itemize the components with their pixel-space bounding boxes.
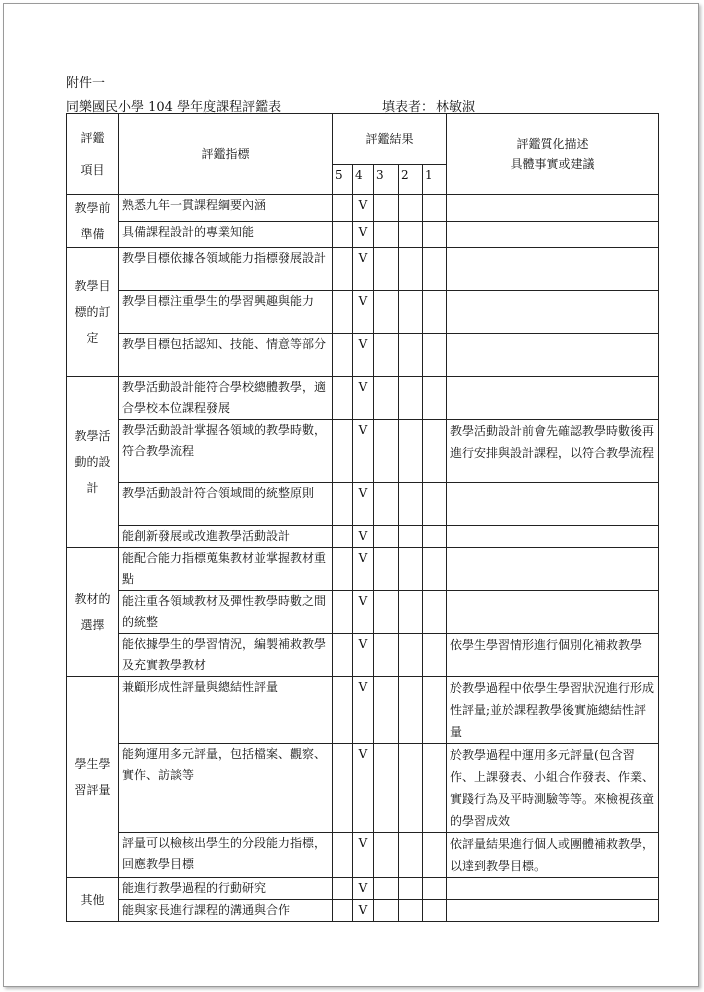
- score-cell-5: [333, 833, 353, 878]
- table-row: [67, 377, 659, 420]
- description-cell: 依評量結果進行個人或團體補救教學，以達到教學目標。: [447, 833, 659, 878]
- description-cell: [447, 526, 659, 548]
- indicator-cell: 熟悉九年一貫課程綱要內涵: [119, 195, 333, 222]
- check-mark: V: [358, 529, 368, 543]
- score-cell-1: [423, 548, 447, 591]
- score-header-5: 5: [333, 165, 353, 195]
- score-cell-1: [423, 878, 447, 900]
- attachment-label: 附件一: [66, 76, 106, 91]
- table-row: [67, 634, 659, 677]
- score-cell-2: [399, 483, 423, 526]
- score-cell-4: [353, 248, 374, 291]
- score-cell-5: [333, 483, 353, 526]
- score-cell-5: [333, 677, 353, 744]
- description-cell: 於教學過程中運用多元評量(包含習作、上課發表、小組合作發表、作業、實踐行為及平時測驗等等。來檢視孩童的學習成效: [447, 744, 659, 833]
- score-cell-4: [353, 420, 374, 483]
- check-mark: V: [358, 251, 368, 265]
- score-cell-3: [374, 526, 399, 548]
- indicator-cell: 教學活動設計能符合學校總體教學，適合學校本位課程發展: [119, 377, 333, 420]
- score-cell-3: [374, 591, 399, 634]
- table-row: [67, 334, 659, 377]
- score-cell-5: [333, 634, 353, 677]
- category-cell: 其他: [67, 878, 119, 922]
- table-row: [67, 195, 659, 222]
- score-cell-1: [423, 195, 447, 222]
- score-cell-4: [353, 677, 374, 744]
- score-cell-5: [333, 221, 353, 248]
- score-header-4: 4: [353, 165, 374, 195]
- score-cell-1: [423, 483, 447, 526]
- score-cell-5: [333, 377, 353, 420]
- score-cell-2: [399, 878, 423, 900]
- score-cell-5: [333, 248, 353, 291]
- description-cell: [447, 548, 659, 591]
- check-mark: V: [358, 423, 368, 437]
- description-cell: [447, 878, 659, 900]
- score-cell-2: [399, 526, 423, 548]
- score-cell-5: [333, 291, 353, 334]
- category-cell: 教學活動的設計: [67, 377, 119, 548]
- score-cell-1: [423, 291, 447, 334]
- score-cell-1: [423, 248, 447, 291]
- description-cell: [447, 591, 659, 634]
- table-row: [67, 900, 659, 922]
- score-cell-1: [423, 900, 447, 922]
- description-cell: 依學生學習情形進行個別化補救教學: [447, 634, 659, 677]
- score-cell-5: [333, 420, 353, 483]
- score-cell-4: [353, 334, 374, 377]
- score-cell-4: [353, 591, 374, 634]
- indicator-cell: 評量可以檢核出學生的分段能力指標，回應教學目標: [119, 833, 333, 878]
- score-header-2: 2: [399, 165, 423, 195]
- score-cell-4: [353, 483, 374, 526]
- score-cell-3: [374, 248, 399, 291]
- score-cell-4: [353, 548, 374, 591]
- score-cell-3: [374, 634, 399, 677]
- table-row: [67, 221, 659, 248]
- score-cell-1: [423, 221, 447, 248]
- category-cell: 教學前準備: [67, 195, 119, 248]
- evaluation-table: [66, 113, 659, 922]
- category-cell: 教學目標的訂定: [67, 248, 119, 377]
- score-cell-5: [333, 334, 353, 377]
- score-cell-1: [423, 526, 447, 548]
- indicator-cell: 能依據學生的學習情況，編製補救教學及充實教學教材: [119, 634, 333, 677]
- indicator-cell: 能與家長進行課程的溝通與合作: [119, 900, 333, 922]
- header-indicator: 評鑑指標: [119, 114, 333, 195]
- indicator-cell: 兼顧形成性評量與總結性評量: [119, 677, 333, 744]
- score-cell-3: [374, 833, 399, 878]
- check-mark: V: [358, 198, 368, 212]
- check-mark: V: [358, 594, 368, 608]
- score-cell-1: [423, 833, 447, 878]
- description-cell: [447, 248, 659, 291]
- header-desc-line1: 評鑑質化描述: [516, 137, 589, 151]
- indicator-cell: 教學活動設計符合領域間的統整原則: [119, 483, 333, 526]
- score-cell-2: [399, 291, 423, 334]
- check-mark: V: [358, 836, 368, 850]
- score-cell-4: [353, 377, 374, 420]
- indicator-cell: 教學目標依據各領域能力指標發展設計: [119, 248, 333, 291]
- check-mark: V: [358, 637, 368, 651]
- score-cell-4: [353, 195, 374, 222]
- score-cell-5: [333, 744, 353, 833]
- description-cell: [447, 195, 659, 222]
- score-cell-4: [353, 900, 374, 922]
- score-cell-2: [399, 634, 423, 677]
- score-cell-4: [353, 526, 374, 548]
- score-cell-3: [374, 377, 399, 420]
- check-mark: V: [358, 747, 368, 761]
- score-cell-1: [423, 334, 447, 377]
- table-row: [67, 677, 659, 744]
- check-mark: V: [358, 337, 368, 351]
- check-mark: V: [358, 881, 368, 895]
- check-mark: V: [358, 551, 368, 565]
- indicator-cell: 教學活動設計掌握各領域的教學時數，符合教學流程: [119, 420, 333, 483]
- score-cell-5: [333, 878, 353, 900]
- check-mark: V: [358, 294, 368, 308]
- category-cell: 教材的選擇: [67, 548, 119, 677]
- table-row: [67, 291, 659, 334]
- check-mark: V: [358, 903, 368, 917]
- description-cell: 教學活動設計前會先確認教學時數後再進行安排與設計課程，以符合教學流程: [447, 420, 659, 483]
- indicator-cell: 能夠運用多元評量，包括檔案、觀察、實作、訪談等: [119, 744, 333, 833]
- score-cell-1: [423, 377, 447, 420]
- check-mark: V: [358, 680, 368, 694]
- table-row: [67, 420, 659, 483]
- indicator-cell: 具備課程設計的專業知能: [119, 221, 333, 248]
- score-cell-2: [399, 420, 423, 483]
- score-cell-3: [374, 291, 399, 334]
- score-cell-4: [353, 833, 374, 878]
- description-cell: [447, 483, 659, 526]
- score-cell-2: [399, 221, 423, 248]
- filler-label: 填表者：: [382, 100, 435, 115]
- form-title: 同樂國民小學 104 學年度課程評鑑表: [66, 100, 282, 115]
- table-row: [67, 483, 659, 526]
- score-cell-3: [374, 483, 399, 526]
- check-mark: V: [358, 380, 368, 394]
- score-cell-2: [399, 548, 423, 591]
- score-cell-4: [353, 634, 374, 677]
- table-row: [67, 548, 659, 591]
- table-row: [67, 744, 659, 833]
- score-cell-1: [423, 744, 447, 833]
- score-cell-1: [423, 634, 447, 677]
- category-cell: 學生學習評量: [67, 677, 119, 878]
- score-cell-5: [333, 591, 353, 634]
- header-category-line2: 項目: [80, 163, 105, 177]
- description-cell: [447, 221, 659, 248]
- header-result: 評鑑結果: [333, 114, 447, 165]
- score-header-3: 3: [374, 165, 399, 195]
- score-cell-3: [374, 221, 399, 248]
- score-cell-3: [374, 900, 399, 922]
- score-cell-4: [353, 744, 374, 833]
- score-cell-2: [399, 334, 423, 377]
- table-row: [67, 526, 659, 548]
- score-cell-1: [423, 420, 447, 483]
- header-desc-line2: 具體事實或建議: [510, 157, 595, 171]
- score-cell-2: [399, 377, 423, 420]
- score-cell-5: [333, 900, 353, 922]
- description-cell: [447, 377, 659, 420]
- score-cell-2: [399, 591, 423, 634]
- description-cell: [447, 291, 659, 334]
- score-cell-2: [399, 744, 423, 833]
- score-cell-1: [423, 591, 447, 634]
- description-cell: 於教學過程中依學生學習狀況進行形成性評量;並於課程教學後實施總結性評量: [447, 677, 659, 744]
- table-row: [67, 591, 659, 634]
- score-cell-1: [423, 677, 447, 744]
- description-cell: [447, 900, 659, 922]
- score-cell-3: [374, 420, 399, 483]
- header-category-line1: 評鑑: [80, 131, 105, 145]
- indicator-cell: 教學目標包括認知、技能、情意等部分: [119, 334, 333, 377]
- score-cell-5: [333, 526, 353, 548]
- description-cell: [447, 334, 659, 377]
- score-cell-2: [399, 833, 423, 878]
- score-cell-5: [333, 195, 353, 222]
- score-cell-2: [399, 677, 423, 744]
- score-cell-5: [333, 548, 353, 591]
- score-cell-3: [374, 744, 399, 833]
- score-cell-4: [353, 221, 374, 248]
- indicator-cell: 教學目標注重學生的學習興趣與能力: [119, 291, 333, 334]
- check-mark: V: [358, 486, 368, 500]
- score-cell-2: [399, 900, 423, 922]
- score-cell-3: [374, 334, 399, 377]
- indicator-cell: 能注重各領域教材及彈性教學時數之間的統整: [119, 591, 333, 634]
- table-row: [67, 833, 659, 878]
- header-description: [447, 114, 659, 195]
- score-cell-2: [399, 248, 423, 291]
- indicator-cell: 能進行教學過程的行動研究: [119, 878, 333, 900]
- table-row: [67, 248, 659, 291]
- check-mark: V: [358, 224, 368, 239]
- filler-name: 林敏淑: [436, 100, 476, 115]
- header-category: [67, 114, 119, 195]
- score-cell-3: [374, 195, 399, 222]
- indicator-cell: 能創新發展或改進教學活動設計: [119, 526, 333, 548]
- score-cell-3: [374, 548, 399, 591]
- score-header-1: 1: [423, 165, 447, 195]
- score-cell-3: [374, 878, 399, 900]
- score-cell-2: [399, 195, 423, 222]
- score-cell-4: [353, 291, 374, 334]
- table-row: [67, 878, 659, 900]
- score-cell-3: [374, 677, 399, 744]
- indicator-cell: 能配合能力指標蒐集教材並掌握教材重點: [119, 548, 333, 591]
- score-cell-4: [353, 878, 374, 900]
